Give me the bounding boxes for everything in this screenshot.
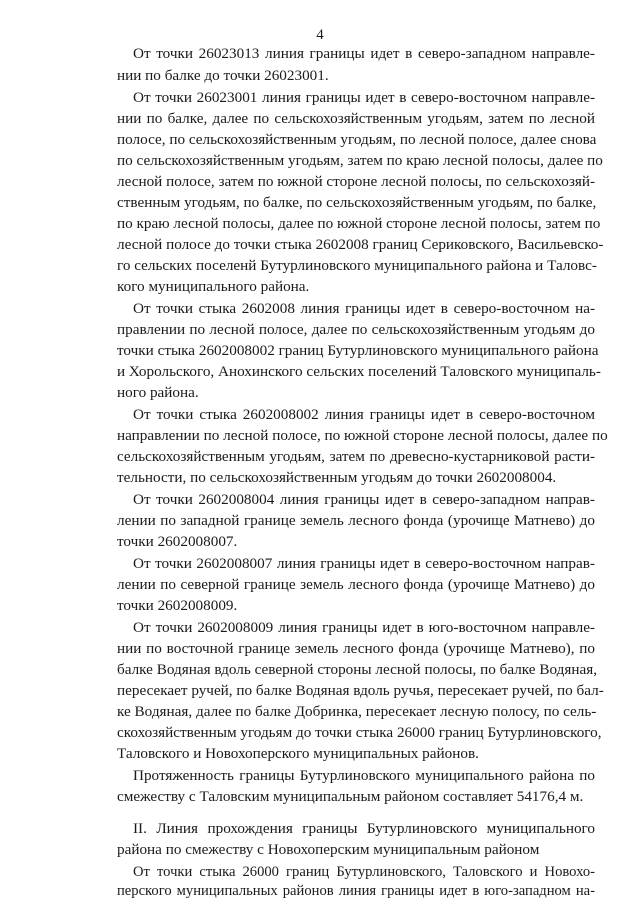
text-line: смежеству с Таловским муниципальным районом составляет 54176,4 м. — [117, 788, 584, 805]
text-line: ке Водяная, далее по балке Добринка, пересекает лесную полосу, по сель- — [117, 703, 597, 720]
text-line: лесной полосе до точки стыка 2602008 границ Сериковского, Васильевско- — [117, 236, 604, 253]
text-line: нии по балке до точки 26023001. — [117, 67, 329, 84]
text-line: пересекает ручей, по балке Водяная вдоль ручья, пересекает ручей, по бал- — [117, 682, 604, 699]
text-line: балке Водяная вдоль северной стороны лесной полосы, по балке Водяная, — [117, 661, 597, 678]
text-line: точки стыка 2602008002 границ Бутурлиновского муниципального района — [117, 342, 599, 359]
text-line: лесной полосе, затем по южной стороне лесной полосы, по сельскохозяй- — [117, 173, 595, 190]
text-line: го сельских поселенй Бутурлиновского муниципального района и Таловс- — [117, 257, 597, 274]
text-line: направлении по лесной полосе, по южной стороне лесной полосы, далее по — [117, 427, 608, 444]
page-number: 4 — [316, 27, 324, 43]
text-line: тельности, по сельскохозяйственным угодьям до точки 2602008004. — [117, 469, 557, 486]
text-line: по сельскохозяйственным угодьям, затем по краю лесной полосы, далее по — [117, 152, 603, 169]
text-line: От точки стыка 26000 границ Бутурлиновского, Таловского и Новохо- — [133, 864, 595, 880]
text-line: лении по западной границе земель лесного фонда (урочище Матнево) до — [117, 512, 595, 529]
text-line: правлении по лесной полосе, далее по сельскохозяйственным угодьям до — [117, 321, 595, 338]
text-line: Протяженность границы Бутурлиновского муниципального района по — [133, 767, 595, 784]
text-line: скохозяйственным угодьям до точки стыка 26000 границ Бутурлиновского, — [117, 724, 602, 741]
text-line: сельскохозяйственным угодьям, затем по древесно-кустарниковой расти- — [117, 448, 595, 465]
text-line: От точки стыка 2602008 линия границы идет в северо-восточном на- — [133, 300, 595, 317]
text-line: От точки 26023013 линия границы идет в северо-западном направле- — [133, 45, 595, 62]
text-line: От точки 2602008007 линия границы идет в северо-восточном направ- — [133, 555, 595, 572]
text-line: II. Линия прохождения границы Бутурлиновского муниципального — [133, 820, 595, 837]
text-line: нии по балке, далее по сельскохозяйственным угодьям, затем по лесной — [117, 110, 595, 127]
text-line: и Хорольского, Анохинского сельских поселений Таловского муниципаль- — [117, 363, 601, 380]
text-line: точки 2602008007. — [117, 533, 238, 550]
text-line: От точки 26023001 линия границы идет в северо-восточном направле- — [133, 89, 595, 106]
text-line: лении по северной границе земель лесного фонда (урочище Матнево) до — [117, 576, 595, 593]
text-line: ного района. — [117, 384, 199, 401]
text-line: района по смежеству с Новохоперским муниципальным районом — [117, 841, 540, 858]
text-line: нии по восточной границе земель лесного фонда (урочище Матнево), по — [117, 640, 595, 657]
text-line: точки 2602008009. — [117, 597, 238, 614]
text-line: перского муниципальных районов линия границы идет в юго-западном на- — [117, 883, 595, 899]
text-line: по краю лесной полосы, далее по южной стороне лесной полосы, затем по — [117, 215, 601, 232]
text-line: От точки стыка 2602008002 линия границы идет в северо-восточном — [133, 406, 595, 423]
text-line: Таловского и Новохоперского муниципальных районов. — [117, 745, 479, 762]
text-line: ственным угодьям, по балке, по сельскохозяйственным угодьям, по балке, — [117, 194, 597, 211]
text-line: кого муниципального района. — [117, 278, 310, 295]
text-line: От точки 2602008004 линия границы идет в северо-западном направ- — [133, 491, 595, 508]
text-line: полосе, по сельскохозяйственным угодьям, по лесной полосе, далее снова — [117, 131, 597, 148]
text-line: От точки 2602008009 линия границы идет в юго-восточном направле- — [133, 619, 595, 636]
